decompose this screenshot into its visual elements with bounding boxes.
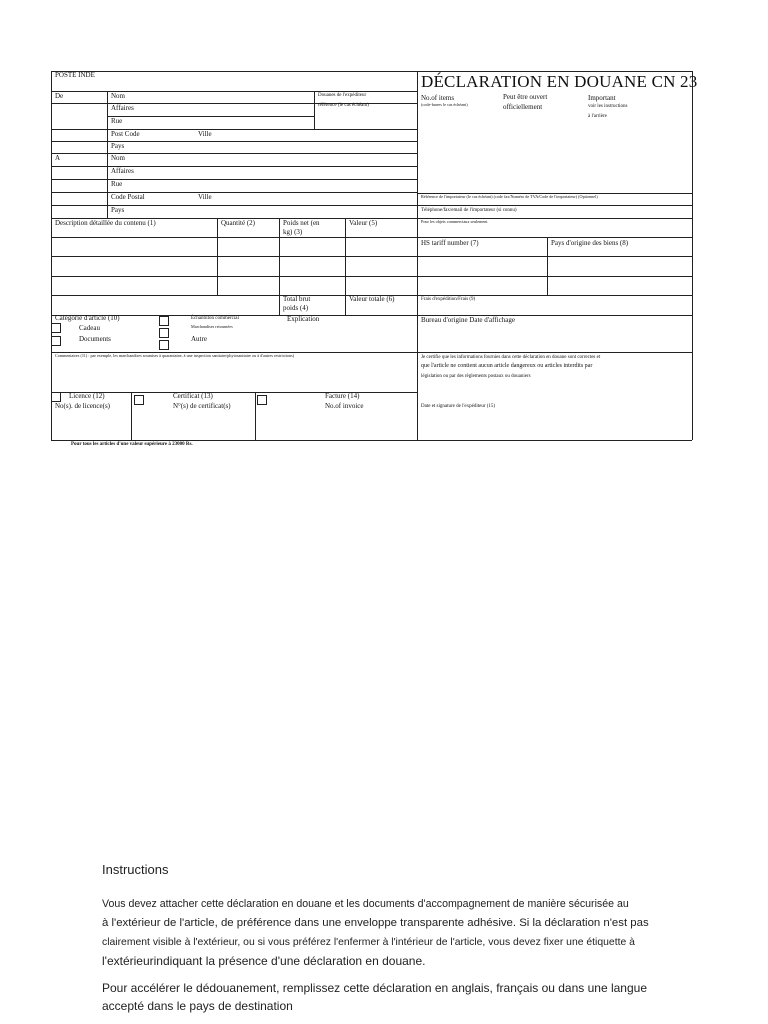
returned-goods-checkbox[interactable]	[159, 328, 169, 338]
office-origin-label: Bureau d'origine Date d'affichage	[421, 316, 515, 324]
col-origin-country: Pays d'origine des biens (8)	[551, 239, 629, 247]
col-quantity: Quantité (2)	[221, 219, 256, 227]
sender-city-label[interactable]: Ville	[198, 130, 212, 138]
addressee-name-label[interactable]: Nom	[111, 154, 125, 162]
col-value: Valeur (5)	[349, 219, 378, 227]
certificate-label: Certificat (13)	[173, 392, 213, 400]
category-label: Catégorie d'article (10)	[55, 314, 120, 322]
important-note-1: voir les instructions	[588, 104, 628, 109]
comments-label: Commentaires (11) : par exemple, les marchandises soumises à quarantaine, à une inspection sanitaire/phytosanitaire ou à d'autres restrictions)	[55, 353, 295, 358]
gift-label: Cadeau	[79, 324, 100, 332]
total-gross-weight-2: poids (4)	[283, 304, 309, 312]
certify-text-2: que l'article ne contient aucun article dangereux ou articles interdits par	[421, 363, 593, 369]
licence-number-label: No(s). de licence(s)	[55, 402, 111, 410]
commercial-items-note: Pour les objets commerciaux seulement	[421, 219, 488, 224]
commercial-sample-label: Échantillon commercial	[191, 316, 239, 321]
sender-customs-ref-2: référence (le cas échéant)	[318, 103, 369, 108]
addressee-label: A	[55, 154, 61, 162]
sender-street-label[interactable]: Rue	[111, 117, 123, 125]
col-net-weight: Poids net (en	[283, 219, 320, 227]
sender-business-label[interactable]: Affaires	[111, 104, 134, 112]
addressee-postcode-label[interactable]: Code Postal	[111, 193, 145, 201]
addressee-city-label[interactable]: Ville	[198, 193, 212, 201]
items-number-sub: (code-barres le cas échéant)	[421, 102, 468, 107]
official-use-label-1: Peut être ouvert	[503, 93, 548, 101]
instructions-p2-line-2: accepté dans le pays de destination	[102, 999, 293, 1013]
instructions-p1-line-4: l'extérieurindiquant la présence d'une déclaration en douane.	[102, 954, 426, 968]
returned-goods-label: Marchandises retournées	[191, 324, 233, 329]
invoice-checkbox[interactable]	[257, 395, 267, 405]
col-net-weight-2: kg) (3)	[283, 228, 303, 236]
important-note-2: à l'arrière	[588, 114, 607, 119]
certificate-number-label: N°(s) de certificat(s)	[173, 402, 231, 410]
gift-checkbox[interactable]	[51, 323, 61, 333]
documents-checkbox[interactable]	[51, 336, 61, 346]
col-hs-tariff: HS tariff number (7)	[421, 239, 479, 247]
postal-charges: Frais d'expédition/Frais (9)	[421, 297, 476, 302]
certify-text-3: législation ou par des règlements postaux ou douaniers	[421, 374, 531, 379]
other-checkbox[interactable]	[159, 340, 169, 350]
sender-customs-ref: Douanes de l'expéditeur	[318, 93, 367, 98]
instructions-p1-line-1: Vous devez attacher cette déclaration en douane et les documents d'accompagnement de manière sécurisée au	[102, 898, 629, 910]
invoice-number-label: No.of invoice	[325, 402, 364, 410]
items-number-label: No.of items	[421, 94, 455, 102]
official-use-label-2: officiellement	[503, 103, 543, 111]
sender-postcode-label[interactable]: Post Code	[111, 130, 140, 138]
addressee-street-label[interactable]: Rue	[111, 180, 123, 188]
instructions-p2-line-1: Pour accélérer le dédouanement, remplissez cette déclaration en anglais, français ou dans une langue	[102, 981, 648, 995]
instructions-paragraph-2	[102, 979, 692, 1015]
documents-label: Documents	[79, 335, 111, 343]
important-label: Important	[588, 94, 616, 102]
invoice-label: Facture (14)	[325, 392, 360, 400]
certify-text-1: Je certifie que les informations fournies dans cette déclaration en douane sont correctes et	[421, 355, 601, 360]
instructions-p1-line-2: à l'extérieur de l'article, de préférence dans une enveloppe transparente adhésive. Si la déclaration n'est pas	[102, 917, 649, 929]
sender-label: De	[55, 92, 64, 100]
other-label: Autre	[191, 335, 207, 343]
col-description: Description détaillée du contenu (1)	[55, 219, 156, 227]
sender-country-label[interactable]: Pays	[111, 142, 125, 150]
signature-label: Date et signature de l'expéditeur (15)	[421, 404, 496, 409]
form-title: DÉCLARATION EN DOUANE CN 23	[421, 72, 698, 91]
importer-reference: Référence de l'importateur (le cas échéant) (code fax/Numéro de TVA/Code de l'importateur) (Optionnel)	[421, 194, 598, 199]
post-office-label: POSTE INDE	[55, 71, 95, 79]
total-value: Valeur totale (6)	[349, 295, 395, 303]
total-gross-weight: Total brut	[283, 295, 311, 303]
importer-contact: Téléphone/fax/email de l'importateur (si connu)	[421, 208, 517, 213]
licence-label: Licence (12)	[69, 392, 105, 400]
instructions-p1-line-3: clairement visible à l'extérieur, ou si vous préférez l'enfermer à l'intérieur de l'article, vous devez fixer une étiquette à	[102, 937, 635, 948]
explanation-label: Explication	[287, 315, 320, 323]
addressee-business-label[interactable]: Affaires	[111, 167, 134, 175]
commercial-sample-checkbox[interactable]	[159, 316, 169, 326]
sender-name-label[interactable]: Nom	[111, 92, 125, 100]
addressee-country-label[interactable]: Pays	[111, 206, 125, 214]
licence-checkbox[interactable]	[51, 392, 61, 402]
certificate-checkbox[interactable]	[134, 395, 144, 405]
form-footnote: Pour tous les articles d'une valeur supérieure à 23000 Rs.	[71, 442, 193, 447]
instructions-title: Instructions	[102, 862, 169, 877]
instructions-paragraph-1	[102, 895, 692, 971]
